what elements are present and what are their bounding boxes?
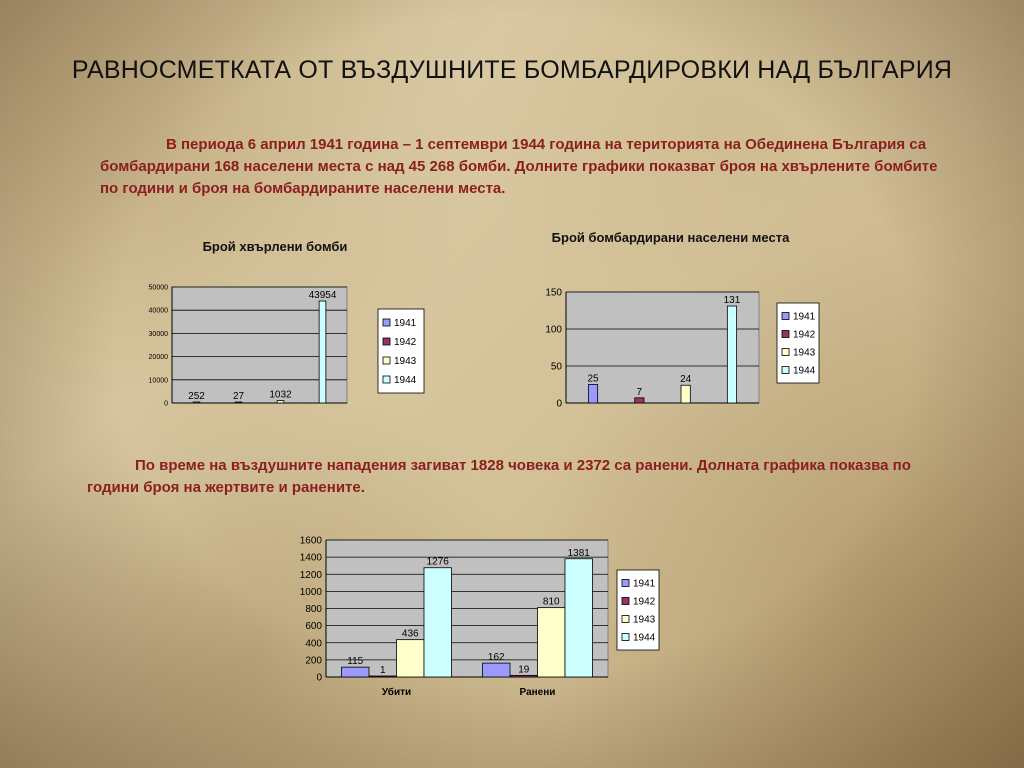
category-label: Ранени [519, 687, 556, 698]
legend-swatch-1942 [383, 338, 390, 345]
y-tick-label: 0 [316, 672, 322, 684]
bombs-chart-title: Брой хвърлени бомби [202, 239, 348, 254]
bombs-chart [120, 278, 440, 413]
bar-1941 [483, 663, 510, 677]
data-label: 810 [542, 596, 560, 608]
legend-label: 1941 [394, 318, 417, 329]
data-label: 27 [232, 391, 245, 402]
legend-swatch-1943 [383, 357, 390, 364]
y-tick-label: 1600 [299, 535, 322, 547]
data-label: 252 [188, 391, 205, 402]
casualties-chart [280, 532, 680, 707]
legend-label: 1943 [793, 347, 816, 359]
data-label: 19 [518, 664, 530, 676]
bar-1942 [235, 402, 242, 403]
legend-label: 1943 [394, 356, 417, 367]
legend-label: 1944 [633, 632, 656, 644]
y-tick-label: 1400 [299, 552, 322, 564]
data-label: 1276 [426, 556, 449, 568]
legend-label: 1944 [793, 365, 816, 377]
y-tick-label: 0 [556, 398, 562, 410]
bar-1942 [510, 675, 537, 677]
legend-label: 1942 [793, 329, 816, 341]
bar-1943 [277, 401, 284, 403]
data-label: 1032 [269, 389, 292, 401]
bar-1944 [424, 568, 451, 677]
y-tick-label: 1000 [299, 586, 322, 598]
bar-1941 [342, 667, 369, 677]
y-tick-label: 20000 [148, 354, 168, 362]
bar-1943 [681, 385, 690, 403]
legend-swatch-1941 [383, 319, 390, 326]
data-label: 115 [347, 656, 364, 668]
data-label: 131 [723, 295, 741, 307]
intro-paragraph: В периода 6 април 1941 година – 1 септември 1944 година на територията на Обединена България са бомбардирани 168 населени места с над 45 268 бомби. Долните графики показват броя на хвърлените бомбите по години и броя на бомбардираните населени места. [100, 136, 938, 197]
y-tick-label: 400 [305, 638, 322, 650]
legend-label: 1941 [793, 311, 816, 323]
legend-swatch-1944 [622, 634, 629, 641]
y-tick-label: 0 [164, 400, 168, 408]
bar-1941 [588, 385, 597, 404]
bar-1944 [565, 559, 592, 677]
y-tick-label: 10000 [148, 377, 168, 385]
legend-swatch-1941 [622, 580, 629, 587]
data-label: 7 [636, 386, 643, 398]
bar-1942 [635, 398, 644, 403]
y-tick-label: 40000 [148, 307, 168, 315]
casualties-paragraph: По време на въздушните нападения загиват 1828 човека и 2372 са ранени. Долната графика показва по години броя на жертвите и ранените. [87, 457, 911, 496]
legend-swatch-1942 [782, 331, 789, 338]
data-label: 1 [379, 665, 386, 676]
places-chart-title: Брой бомбардирани населени места [551, 230, 790, 245]
y-tick-label: 200 [305, 655, 322, 667]
data-label: 436 [401, 628, 419, 640]
legend-swatch-1943 [782, 349, 789, 356]
y-tick-label: 1200 [299, 569, 322, 581]
legend-label: 1942 [633, 596, 656, 608]
data-label: 1381 [567, 547, 590, 559]
bar-1944 [319, 301, 326, 403]
bar-1943 [397, 640, 424, 677]
legend-label: 1944 [394, 375, 417, 386]
bar-1941 [193, 402, 200, 403]
legend-swatch-1944 [383, 376, 390, 383]
data-label: 25 [587, 373, 599, 385]
data-label: 24 [680, 374, 692, 386]
data-label: 162 [487, 652, 505, 664]
legend-swatch-1942 [622, 598, 629, 605]
y-tick-label: 30000 [148, 330, 168, 338]
y-tick-label: 600 [305, 621, 322, 633]
y-tick-label: 100 [545, 324, 562, 336]
data-label: 43954 [308, 290, 337, 302]
legend-label: 1941 [633, 578, 656, 590]
bar-1943 [538, 608, 565, 677]
bar-1942 [369, 676, 396, 677]
y-tick-label: 150 [545, 287, 562, 299]
legend-swatch-1944 [782, 367, 789, 374]
legend-label: 1943 [633, 614, 656, 626]
legend-swatch-1941 [782, 313, 789, 320]
bar-1944 [727, 306, 736, 403]
category-label: Убити [381, 687, 412, 698]
slide-title: РАВНОСМЕТКАТА ОТ ВЪЗДУШНИТЕ БОМБАРДИРОВКИ НАД БЪЛГАРИЯ [71, 56, 953, 84]
y-tick-label: 50000 [148, 284, 168, 292]
y-tick-label: 800 [305, 604, 322, 615]
places-chart [520, 283, 830, 413]
legend-label: 1942 [394, 337, 417, 348]
legend-swatch-1943 [622, 616, 629, 623]
y-tick-label: 50 [550, 361, 562, 373]
